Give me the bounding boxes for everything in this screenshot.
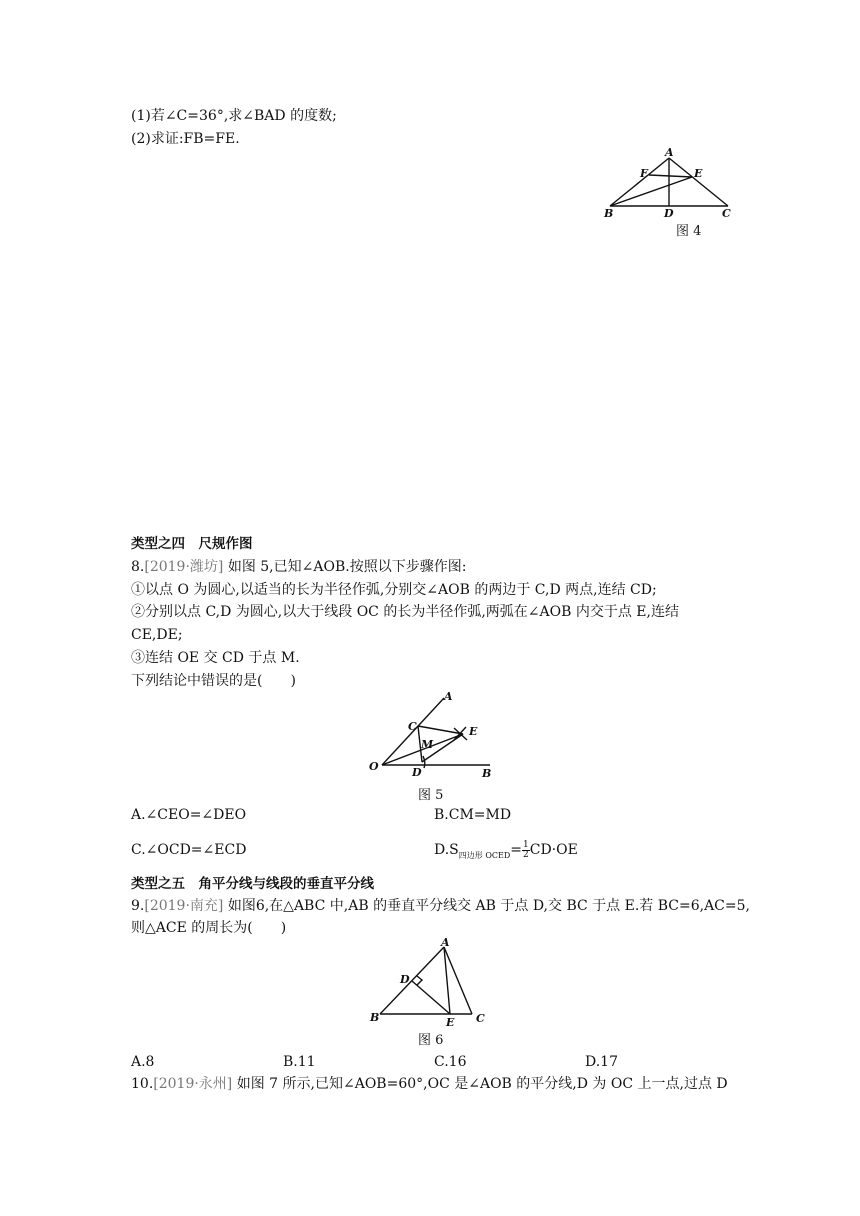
figure-4-caption: 图 4 [676, 224, 702, 239]
problem8-option-d[interactable] [434, 840, 578, 866]
option-d-prefix: D.S [434, 842, 459, 858]
fig4-label-e: E [694, 167, 703, 180]
problem9-option-a[interactable]: A.8 [131, 1054, 155, 1070]
fig4-segment-ab [610, 158, 669, 206]
problem8-option-c[interactable]: C.∠OCD=∠ECD [131, 842, 247, 858]
fig4-segment-be [610, 177, 692, 206]
option-d-subscript: 四边形 OCED [458, 850, 511, 860]
option-d-suffix: CD·OE [529, 842, 578, 858]
fig6-label-e: E [446, 1016, 455, 1027]
problem9-number: 9. [131, 898, 145, 914]
problem10-source: [2019·永州] [153, 1076, 233, 1092]
fig6-label-c: C [476, 1012, 485, 1025]
figure-6 [368, 935, 494, 1027]
fig6-segment-de [412, 981, 450, 1014]
problem9-option-d[interactable]: D.17 [585, 1054, 618, 1070]
problem9-text: 如图6,在△ABC 中,AB 的垂直平分线交 AB 于点 D,交 BC 于点 E.若 BC=6,AC=5, [223, 898, 750, 914]
problem10-intro [131, 1074, 728, 1094]
fig5-label-o: O [369, 760, 379, 773]
fig6-label-d: D [400, 973, 410, 986]
figure-6-caption: 图 6 [418, 1033, 444, 1048]
fraction-denominator: 2 [523, 849, 529, 860]
fig5-label-d: D [412, 766, 422, 779]
problem9-option-c[interactable]: C.16 [434, 1054, 467, 1070]
figure-4 [600, 145, 740, 220]
problem8-option-a[interactable]: A.∠CEO=∠DEO [131, 807, 247, 823]
problem8-source: [2019·潍坊] [144, 559, 224, 575]
fig6-segment-ac [444, 947, 472, 1014]
problem9-option-b[interactable]: B.11 [283, 1054, 316, 1070]
problem7-part2: (2)求证:FB=FE. [131, 131, 240, 147]
problem8-number: 8. [131, 559, 145, 575]
fig4-label-b: B [604, 207, 614, 220]
fig5-label-a: A [444, 690, 453, 703]
problem8-question: 下列结论中错误的是( ) [131, 673, 296, 689]
fig5-label-m: M [421, 738, 434, 751]
option-d-fraction [522, 841, 530, 860]
problem7-part1: (1)若∠C=36°,求∠BAD 的度数; [131, 108, 337, 124]
fraction-numerator: 1 [523, 839, 529, 850]
problem8-intro [131, 557, 466, 577]
fig6-segment-ae [444, 947, 450, 1014]
fig5-label-e: E [469, 725, 478, 738]
option-d-eq: = [510, 842, 522, 858]
problem9-intro [131, 896, 750, 916]
fig5-label-c: C [408, 720, 417, 733]
figure-5-caption: 图 5 [418, 788, 444, 803]
problem10-number: 10. [131, 1076, 154, 1092]
problem8-option-b[interactable]: B.CM=MD [434, 807, 512, 823]
fig6-label-a: A [441, 936, 450, 949]
fig4-label-d: D [664, 207, 674, 220]
problem9-text2: 则△ACE 的周长为( ) [131, 920, 287, 936]
section4-heading: 类型之四 尺规作图 [131, 536, 253, 552]
problem8-step2b: CE,DE; [131, 627, 183, 643]
problem8-step3: ③连结 OE 交 CD 于点 M. [131, 650, 300, 666]
fig6-right-angle-mark [417, 976, 422, 985]
fig5-arc-d [423, 756, 425, 768]
section5-heading: 类型之五 角平分线与线段的垂直平分线 [131, 876, 374, 892]
problem9-source: [2019·南充] [144, 898, 224, 914]
fig5-label-b: B [482, 767, 492, 780]
fig6-label-b: B [370, 1011, 380, 1024]
problem8-text: 如图 5,已知∠AOB.按照以下步骤作图: [223, 559, 467, 575]
problem8-step2a: ②分别以点 C,D 为圆心,以大于线段 OC 的长为半径作弧,两弧在∠AOB 内交于点 E,连结 [131, 604, 679, 620]
problem10-text: 如图 7 所示,已知∠AOB=60°,OC 是∠AOB 的平分线,D 为 OC 上一点,过点 D [232, 1076, 728, 1092]
fig6-segment-ab [380, 947, 444, 1014]
fig4-segment-fe [649, 175, 692, 177]
figure-5 [366, 690, 506, 782]
fig4-label-f: F [640, 167, 648, 180]
fig4-label-c: C [722, 207, 731, 220]
problem8-step1: ①以点 O 为圆心,以适当的长为半径作弧,分别交∠AOB 的两边于 C,D 两点,连结 CD; [131, 582, 657, 598]
fig4-label-a: A [665, 146, 674, 159]
